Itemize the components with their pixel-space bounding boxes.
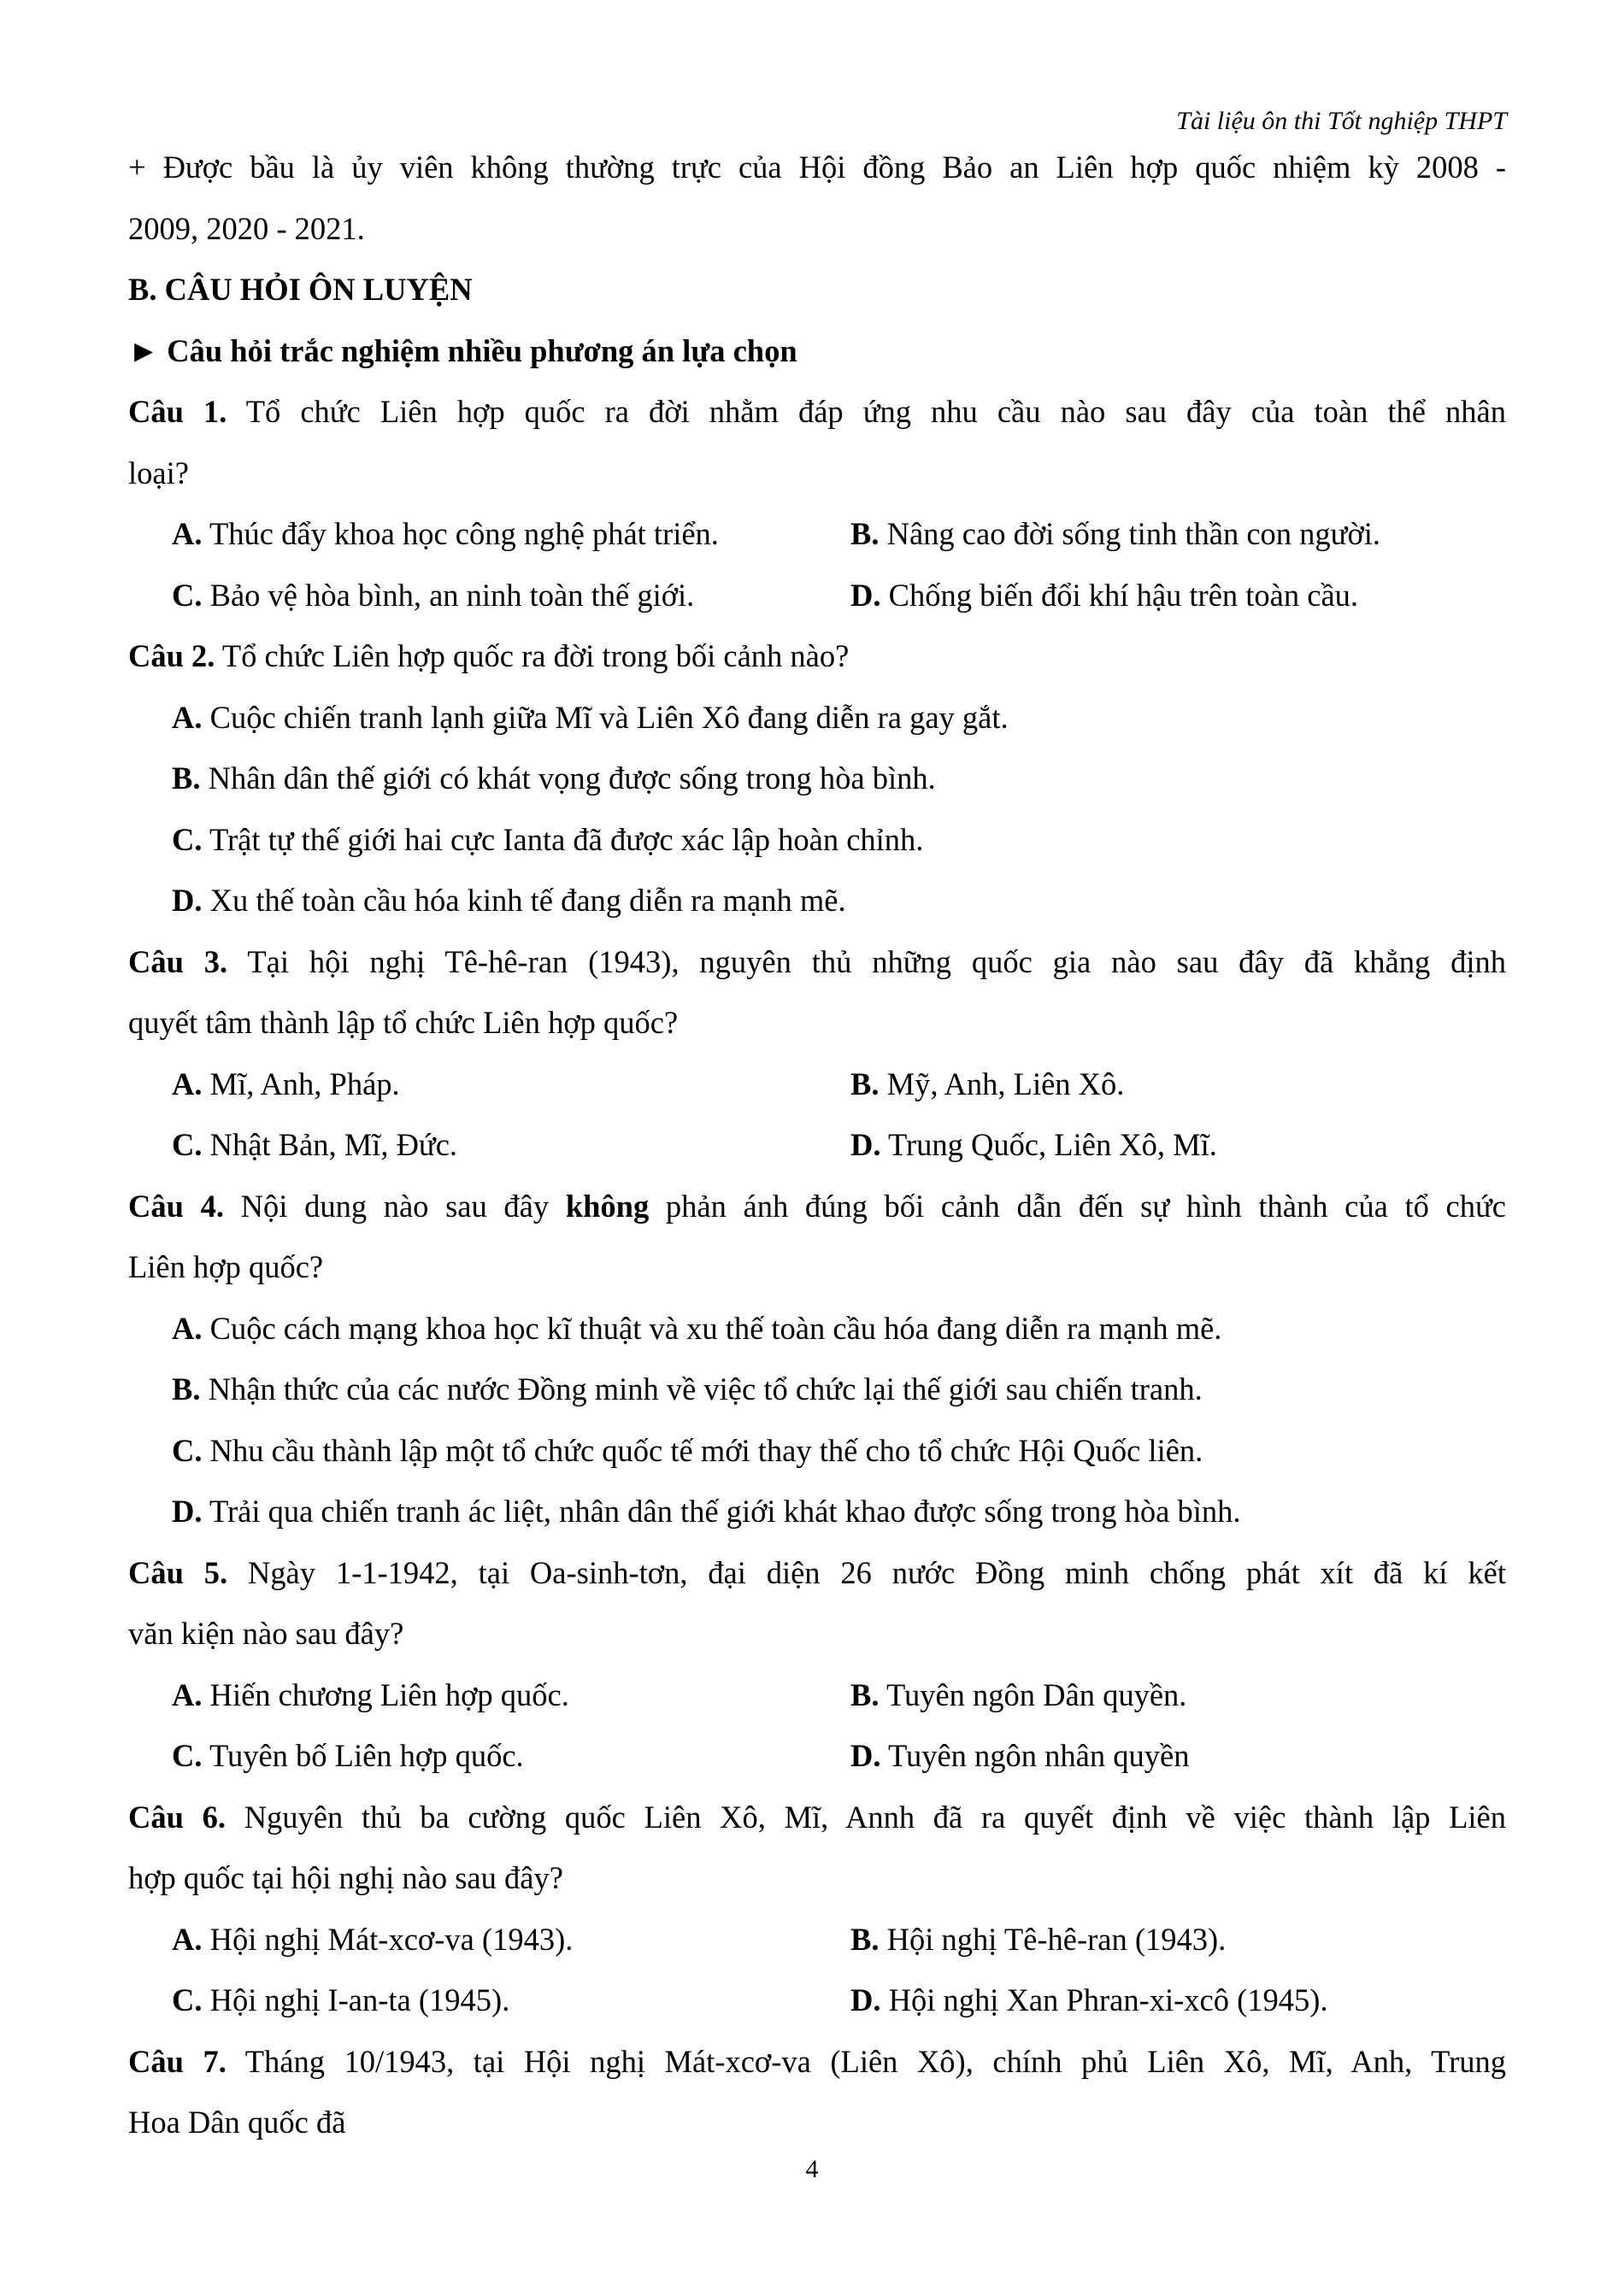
question-6-options-row-2 xyxy=(128,1970,1506,2031)
question-1-stem: Câu 1. Tổ chức Liên hợp quốc ra đời nhằm đáp ứng nhu cầu nào sau đây của toàn thể nhân xyxy=(128,394,1506,429)
option-a: A. Cuộc chiến tranh lạnh giữa Mĩ và Liên Xô đang diễn ra gay gắt. xyxy=(172,699,1009,735)
question-5-stem: Câu 5. Ngày 1-1-1942, tại Oa-sinh-tơn, đại diện 26 nước Đồng minh chống phát xít đã kí kết xyxy=(128,1554,1506,1590)
question-5-options-row-2 xyxy=(128,1725,1506,1787)
option-c: C. Nhật Bản, Mĩ, Đức. xyxy=(172,1127,458,1162)
question-3-options-row-2 xyxy=(128,1114,1506,1176)
page-number: 4 xyxy=(805,2155,819,2183)
option-b: B. Nhân dân thế giới có khát vọng được sống trong hòa bình. xyxy=(172,760,936,796)
intro-line-1: + Được bầu là ủy viên không thường trực của Hội đồng Bảo an Liên hợp quốc nhiệm kỳ 2008 - xyxy=(128,150,1506,185)
option-c: C. Trật tự thế giới hai cực Ianta đã được xác lập hoàn chỉnh. xyxy=(172,821,924,857)
emphasis-not: không xyxy=(565,1188,650,1224)
option-a: A. Mĩ, Anh, Pháp. xyxy=(172,1066,400,1101)
option-a: A. Hội nghị Mát-xcơ-va (1943). xyxy=(172,1921,574,1957)
question-7-stem: Câu 7. Tháng 10/1943, tại Hội nghị Mát-xcơ-va (Liên Xô), chính phủ Liên Xô, Mĩ, Anh, Trung xyxy=(128,2043,1506,2079)
question-5-stem-cont: văn kiện nào sau đây? xyxy=(128,1616,404,1651)
question-label: Câu 2. xyxy=(128,638,215,673)
page-content xyxy=(128,137,1506,2153)
option-b: B. Mỹ, Anh, Liên Xô. xyxy=(850,1066,1125,1101)
question-7-stem-cont: Hoa Dân quốc đã xyxy=(128,2105,346,2140)
option-a: A. Thúc đẩy khoa học công nghệ phát triển. xyxy=(172,516,719,551)
question-6-stem: Câu 6. Nguyên thủ ba cường quốc Liên Xô, Mĩ, Annh đã ra quyết định về việc thành lập Liên xyxy=(128,1799,1506,1835)
question-label: Câu 1. xyxy=(128,394,227,429)
option-b: B. Nâng cao đời sống tinh thần con người. xyxy=(850,516,1381,551)
page-header: Tài liệu ôn thi Tốt nghiệp THPT xyxy=(1176,107,1507,135)
option-b: B. Hội nghị Tê-hê-ran (1943). xyxy=(850,1921,1227,1957)
section-title: B. CÂU HỎI ÔN LUYỆN xyxy=(128,272,473,307)
question-1-options-row-1 xyxy=(128,503,1506,565)
intro-line-2: 2009, 2020 - 2021. xyxy=(128,210,365,246)
option-b: B. Nhận thức của các nước Đồng minh về việc tổ chức lại thế giới sau chiến tranh. xyxy=(172,1371,1203,1406)
question-6-stem-cont: hợp quốc tại hội nghị nào sau đây? xyxy=(128,1860,563,1895)
question-4-stem-cont: Liên hợp quốc? xyxy=(128,1249,324,1284)
question-label: Câu 3. xyxy=(128,943,228,979)
question-1-stem-cont: loại? xyxy=(128,455,189,490)
question-2-stem: Câu 2. Tổ chức Liên hợp quốc ra đời trong bối cảnh nào? xyxy=(128,638,850,673)
question-label: Câu 5. xyxy=(128,1554,228,1590)
option-c: C. Hội nghị I-an-ta (1945). xyxy=(172,1982,510,2017)
option-d: D. Tuyên ngôn nhân quyền xyxy=(850,1738,1190,1773)
option-d: D. Xu thế toàn cầu hóa kinh tế đang diễn ra mạnh mẽ. xyxy=(172,883,846,918)
option-c: C. Bảo vệ hòa bình, an ninh toàn thế giới. xyxy=(172,577,695,613)
option-b: B. Tuyên ngôn Dân quyền. xyxy=(850,1676,1187,1712)
option-a: A. Cuộc cách mạng khoa học kĩ thuật và xu thế toàn cầu hóa đang diễn ra mạnh mẽ. xyxy=(172,1310,1222,1346)
question-label: Câu 7. xyxy=(128,2043,227,2079)
question-4-stem: Câu 4. Nội dung nào sau đây không phản ánh đúng bối cảnh dẫn đến sự hình thành của tổ chức xyxy=(128,1188,1506,1224)
question-5-options-row-1 xyxy=(128,1665,1506,1726)
question-3-stem-cont: quyết tâm thành lập tổ chức Liên hợp quốc? xyxy=(128,1005,679,1040)
question-label: Câu 6. xyxy=(128,1799,226,1835)
question-6-options-row-1 xyxy=(128,1909,1506,1970)
option-d: D. Chống biến đổi khí hậu trên toàn cầu. xyxy=(850,577,1359,613)
option-c: C. Nhu cầu thành lập một tổ chức quốc tế mới thay thế cho tổ chức Hội Quốc liên. xyxy=(172,1432,1203,1468)
question-3-options-row-1 xyxy=(128,1054,1506,1115)
option-a: A. Hiến chương Liên hợp quốc. xyxy=(172,1676,569,1712)
option-d: D. Hội nghị Xan Phran-xi-xcô (1945). xyxy=(850,1982,1328,2017)
option-d: D. Trung Quốc, Liên Xô, Mĩ. xyxy=(850,1127,1217,1162)
subsection-title: ► Câu hỏi trắc nghiệm nhiều phương án lựa chọn xyxy=(128,332,797,368)
option-c: C. Tuyên bố Liên hợp quốc. xyxy=(172,1738,524,1773)
question-1-options-row-2 xyxy=(128,565,1506,626)
option-d: D. Trải qua chiến tranh ác liệt, nhân dân thế giới khát khao được sống trong hòa bình. xyxy=(172,1494,1241,1529)
question-3-stem: Câu 3. Tại hội nghị Tê-hê-ran (1943), nguyên thủ những quốc gia nào sau đây đã khẳng định xyxy=(128,943,1506,979)
question-label: Câu 4. xyxy=(128,1188,224,1224)
